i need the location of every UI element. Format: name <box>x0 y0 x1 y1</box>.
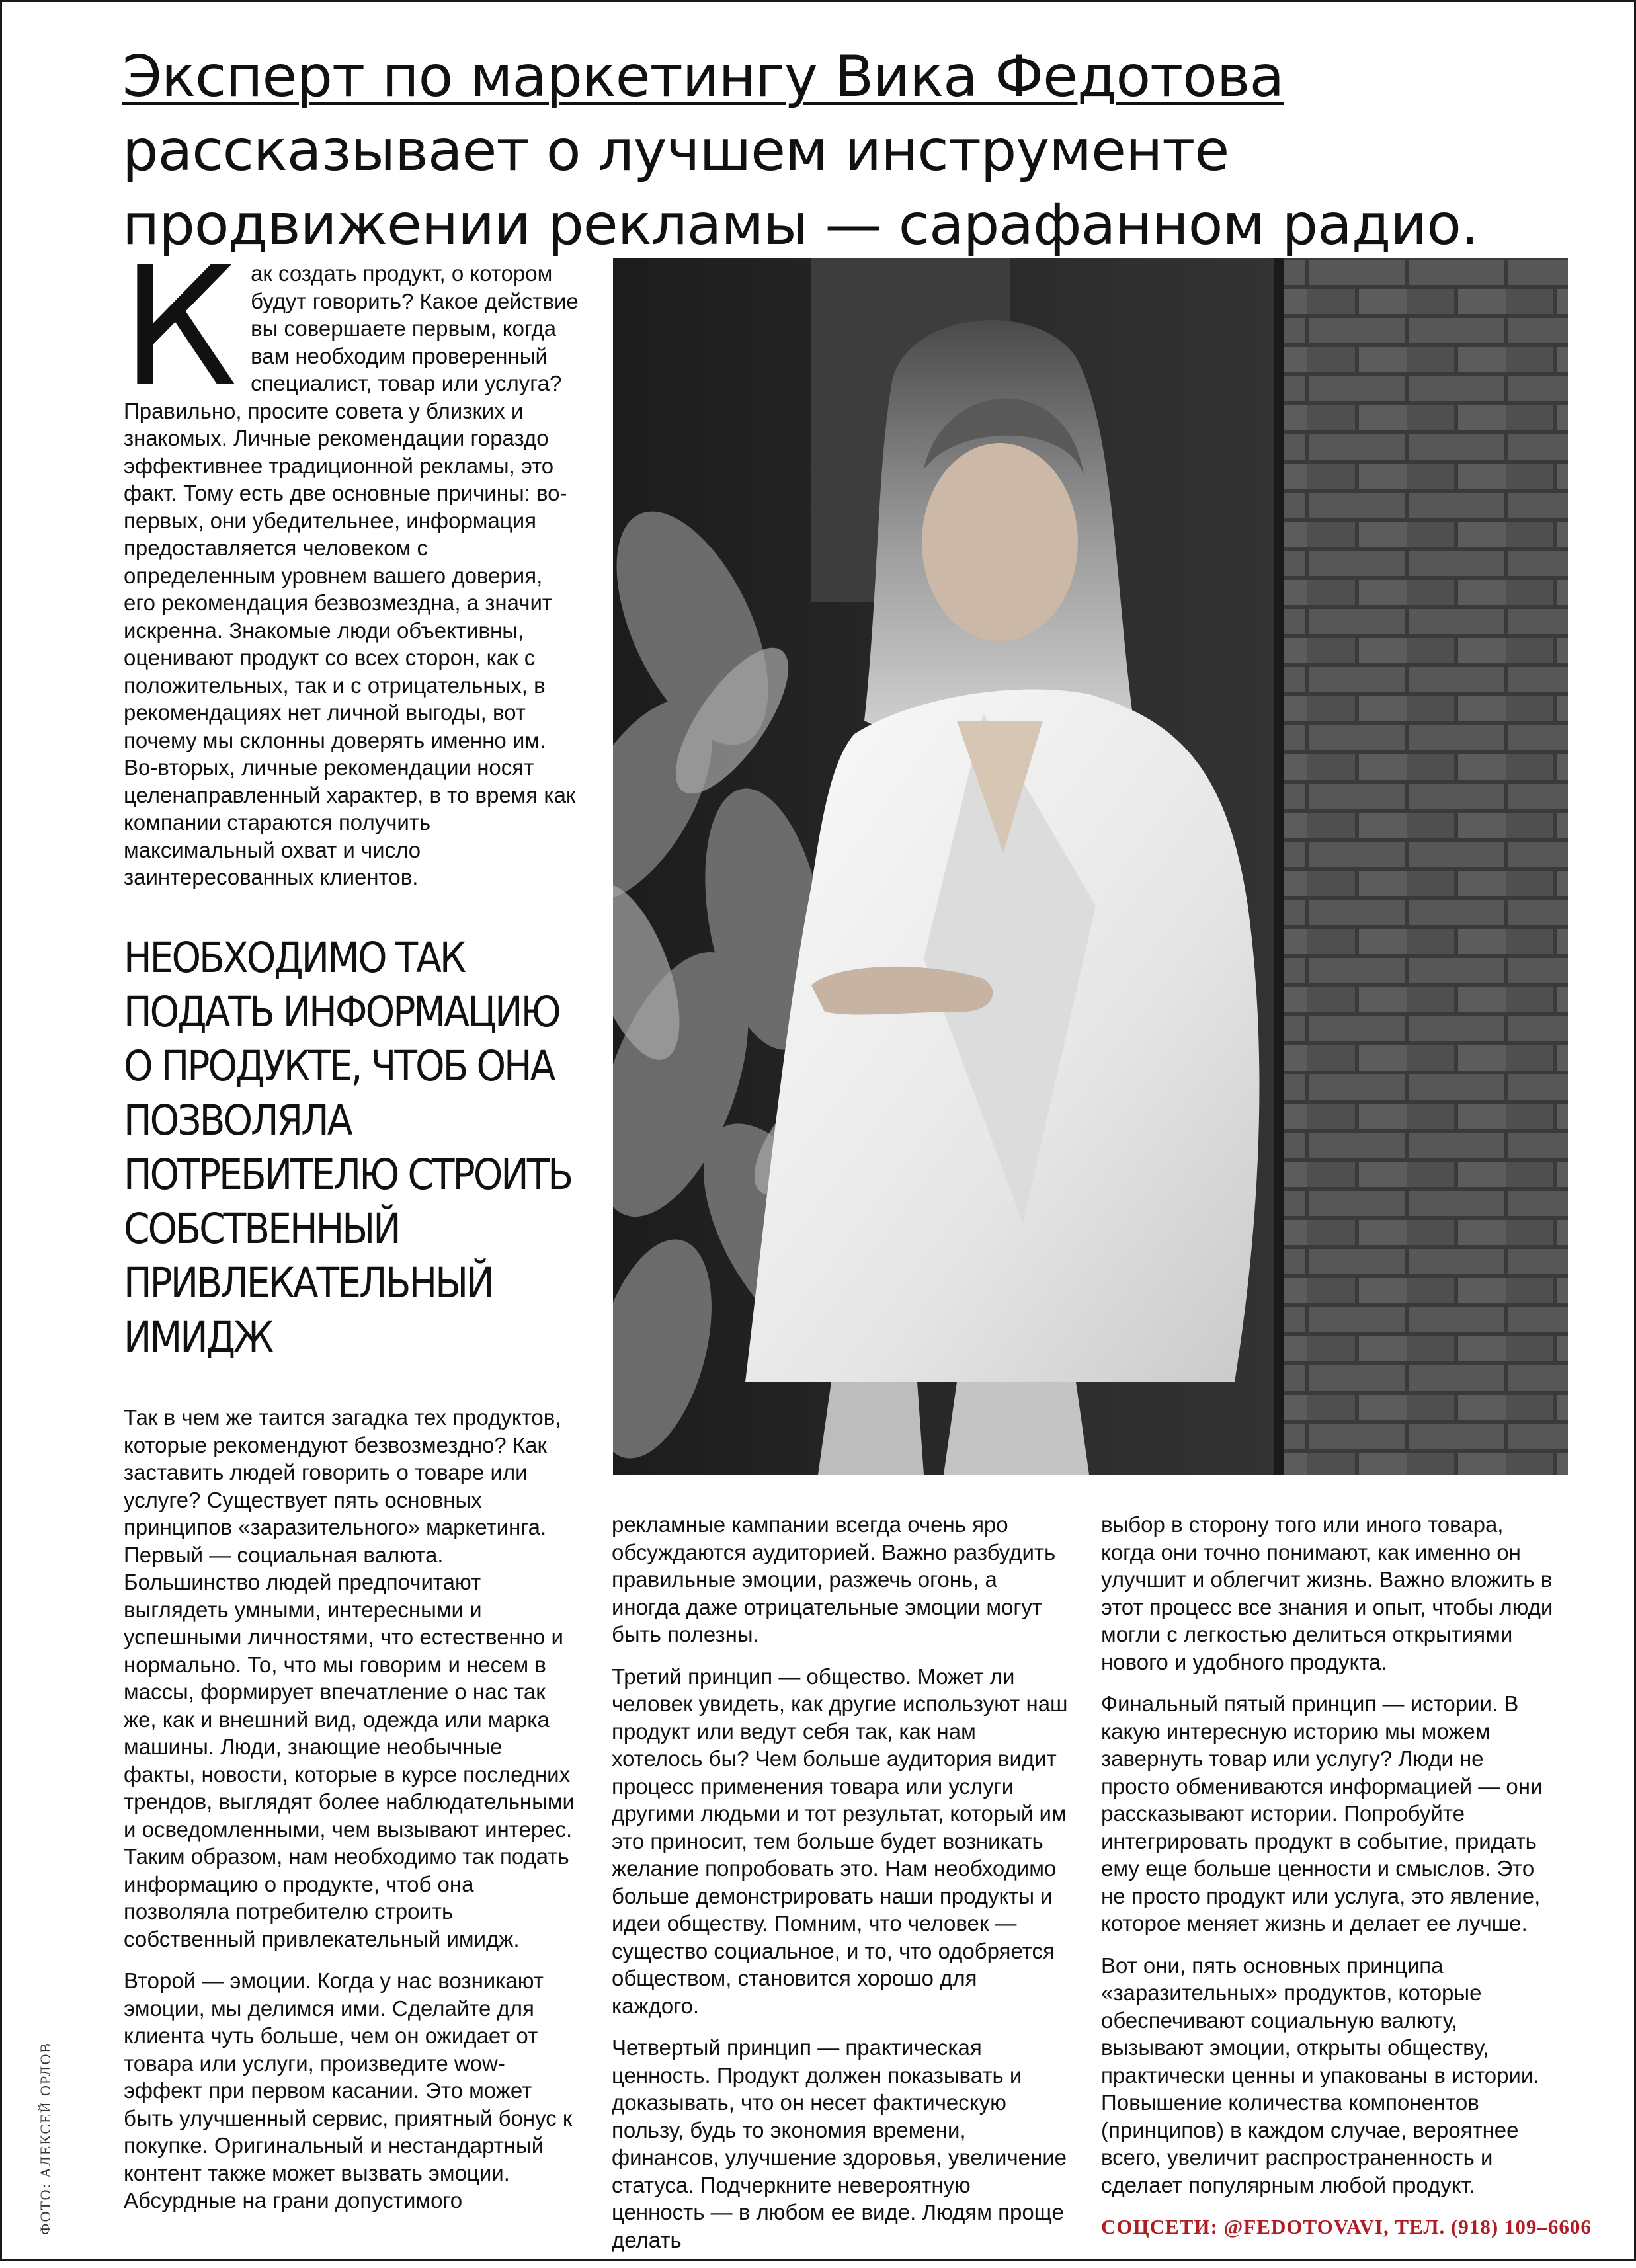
article-column-1 <box>124 1404 580 2229</box>
contacts-line: СОЦСЕТИ: @FEDOTOVAVI, ТЕЛ. (918) 109–6606 <box>1101 2215 1592 2238</box>
portrait-illustration <box>613 258 1568 1475</box>
pull-quote: НЕОБХОДИМО ТАК ПОДАТЬ ИНФОРМАЦИЮ О ПРОДУКТЕ, ЧТОБ ОНА ПОЗВОЛЯЛА ПОТРЕБИТЕЛЮ СТРОИТЬ СОБСТВЕННЫЙ ПРИВЛЕКАТЕЛЬНЫЙ ИМИДЖ <box>124 934 572 1361</box>
intro-text <box>121 232 580 891</box>
paragraph: рекламные кампании всегда очень яро обсуждаются аудиторией. Важно разбудить правильные эмоции, разжечь огонь, а иногда даже отрицательные эмоции могут быть полезны. <box>612 1512 1056 1646</box>
article-headline <box>122 40 1557 262</box>
article-column-3 <box>1101 1511 1592 2241</box>
paragraph: Четвертый принцип — практическая ценность. Продукт должен показывать и доказывать, что он несет фактическую пользу, будь то экономия времени, финансов, улучшение здоровья, увеличение статуса. Подчеркните невероятную ценность — в любом ее виде. Людям проще делать <box>612 2035 1067 2252</box>
intro-paragraph: ак создать продукт, о котором будут говорить? Какое действие вы совершаете первым, когда вам необходим проверенный специалист, товар или услуга? Правильно, просите совета у близких и знакомых. Личные рекомендации гораздо эффективнее традиционной рекламы, это факт. Тому есть две основные причины: во-первых, они убедительнее, информация предоставляется человеком с определенным уровнем вашего доверия, его рекомендация безвозмездна, а значит искренна. Знакомые люди объективны, оценивают продукт со всех сторон, как с положительных, так и с отрицательных, в рекомендациях нет личной выгоды, вот почему мы склонны доверять именно им. Во-вторых, личные рекомендации носят целенаправленный характер, в то время как компании стараются получить максимальный охват и число заинтересованных клиентов. <box>124 261 579 889</box>
paragraph: Второй — эмоции. Когда у нас возникают эмоции, мы делимся ими. Сделайте для клиента чуть больше, чем он ожидает от товара или услуги, произведите wow-эффект при первом касании. Это может быть улучшенный сервис, приятный бонус к покупке. Оригинальный и нестандартный контент также может вызвать эмоции. Абсурдные на грани допустимого <box>124 1968 573 2212</box>
paragraph: Так в чем же таится загадка тех продуктов, которые рекомендуют безвозмездно? Как заставить людей говорить о товаре или услуге? Существует пять основных принципов «заразительного» маркетинга. Первый — социальная валюта. Большинство людей предпочитают выглядеть умными, интересными и успешными личностями, что естественно и нормально. То, что мы говорим и несем в массы, формирует впечатление о нас так же, как и внешний вид, одежда или марка машины. Люди, знающие необычные факты, новости, которые в курсе последних трендов, выглядят более наблюдательными и осведомленными, чем вызывают интерес. Таким образом, нам необходимо так подать информацию о продукте, чтоб она позволяла потребителю строить собственный привлекательный имидж. <box>124 1405 575 1951</box>
paragraph: Третий принцип — общество. Может ли человек увидеть, как другие используют наш продукт или ведут себя так, как нам хотелось бы? Чем больше аудитория видит процесс применения товара или услуги другими людьми и тот результат, который им это приносит, тем больше будет возникать желание попробовать это. Нам необходимо больше демонстрировать наши продукты и идеи обществу. Помним, что человек — существо социальное, и то, что одобряется обществом, становится хорошо для каждого. <box>612 1664 1068 2018</box>
drop-cap: К <box>121 232 238 423</box>
photo-credit: ФОТО: АЛЕКСЕЙ ОРЛОВ <box>37 2041 54 2235</box>
paragraph: выбор в сторону того или иного товара, когда они точно понимают, как именно он улучшит и облегчит жизнь. Важно вложить в этот процесс все знания и опыт, чтобы люди могли с легкостью делиться открытиями нового и удобного продукта. <box>1101 1512 1553 1674</box>
headline-highlight: Эксперт по маркетингу Вика Федотова <box>122 44 1284 110</box>
article-column-2 <box>612 1511 1068 2268</box>
paragraph: Финальный пятый принцип — истории. В какую интересную историю мы можем завернуть товар или услугу? Люди не просто обмениваются информацией — они рассказывают истории. Попробуйте интегрировать продукт в событие, придать ему еще больше ценности и смыслов. Это не просто продукт или услуга, это явление, которое меняет жизнь и делает ее лучше. <box>1101 1691 1543 1935</box>
paragraph: Вот они, пять основных принципа «заразительных» продуктов, которые обеспечивают социальную валюту, вызывают эмоции, открыты обществу, практически ценны и упакованы в истории. Повышение количества компонентов (принципов) в каждом случае, вероятнее всего, увеличит распространенность и сделает популярным любой продукт. <box>1101 1953 1539 2197</box>
portrait-photo <box>613 258 1568 1475</box>
headline-rest: рассказывает о лучшем инструменте продвижении рекламы — сарафанном радио. <box>122 118 1479 258</box>
